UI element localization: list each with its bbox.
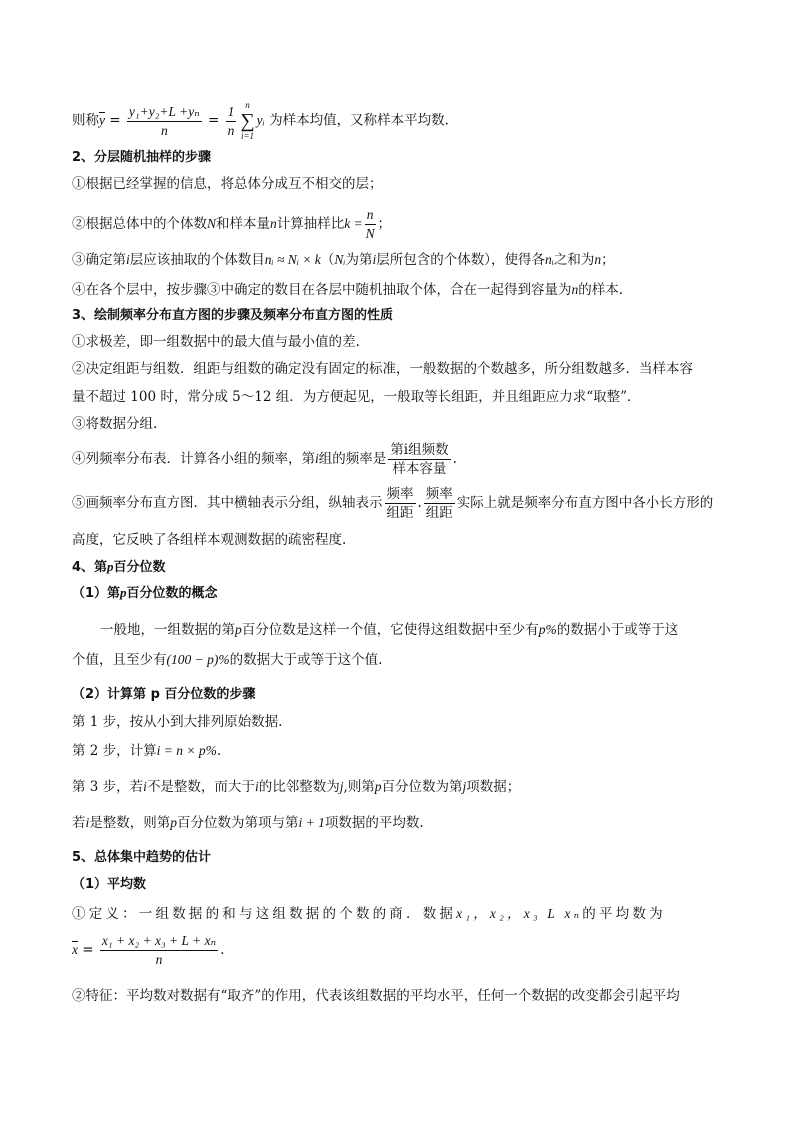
s4-step3-text-a: 第 3 步，若 (72, 779, 144, 795)
ratio-denominator: N (365, 226, 375, 241)
s2-step2-text-b: 和样本量 (216, 216, 271, 232)
s5-mean-formula (72, 930, 224, 970)
s3-line2: ②决定组距与组数．组距与组数的确定没有固定的标准，一般数据的个数越多，所分组数越多．当样本容 (72, 361, 693, 377)
s4-sub1-text-a: （1）第 (72, 586, 121, 601)
var-j: j (339, 779, 344, 794)
var-i-5: i (254, 779, 259, 794)
var-p-percent: p% (538, 622, 557, 637)
s3-line6-text-a: ⑤画频率分布直方图．其中横轴表示分组，纵轴表示 (72, 495, 383, 511)
s4-step4-text-b: 是整数，则第 (89, 815, 171, 831)
var-x3-to-xn: x₃ L xₙ (523, 906, 583, 921)
s4-def2-text-b: 的数据大于或等于这个值. (229, 652, 383, 668)
fraction-1-denominator: 组距 (386, 505, 414, 521)
s4-step3-text-e: 百分位数为第 (381, 779, 463, 795)
s2-step2-text-a: ②根据总体中的个体数 (72, 216, 207, 232)
var-i-4: i (143, 779, 147, 794)
s3-line3: 量不超过 100 时，常分成 5～12 组．为方便起见，一般取等长组距，并且组距应力求“取整”． (72, 389, 641, 405)
freq-per-width-fraction-1 (385, 485, 416, 522)
s3-line6 (72, 484, 713, 522)
s4-step2 (72, 741, 221, 761)
var-i-3: i (315, 451, 319, 466)
s4-definition-line1 (100, 620, 678, 640)
var-p-3: p (235, 622, 242, 637)
sample-mean-suffix: 为样本均值，又称样本平均数. (269, 112, 449, 129)
sampling-ratio-fraction (365, 206, 376, 243)
s4-step3-text-b: 不是整数，而大于 (146, 779, 255, 795)
sum-bottom: i=1 (240, 131, 255, 141)
s4-step3-text-d: ,则第 (343, 779, 375, 795)
mean-numerator: y₁+y₂+L +yₙ (127, 103, 202, 122)
var-x1: x₁， (456, 906, 490, 921)
s3-line5-text-c: . (452, 451, 457, 467)
section-2-heading: 2、分层随机抽样的步骤 (72, 150, 212, 165)
var-p-2: p (120, 585, 127, 600)
s4-step4-text-d: 项数据的平均数. (324, 815, 424, 831)
s2-step4-text-b: 的样本. (578, 282, 624, 298)
s5-def-text: ①定义：一组数据的和与这组数据的个数的商．数据 (72, 906, 457, 922)
one-over-n (226, 103, 237, 140)
s2-step4 (72, 280, 623, 300)
s2-step3-text-a: ③确定第 (72, 252, 126, 268)
stratum-formula: nᵢ ≈ Nᵢ × k (264, 252, 321, 267)
pop-mean-numerator: x₁ + x₂ + x₃ + L + xₙ (100, 932, 218, 951)
sum-top: n (245, 100, 250, 110)
section-3-heading: 3、绘制频率分布直方图的步骤及频率分布直方图的性质 (72, 308, 394, 323)
s4-step1: 第 1 步，按从小到大排列原始数据. (72, 714, 283, 730)
s3-line7: 高度，它反映了各组样本观测数据的疏密程度. (72, 532, 347, 548)
var-n-3: n (571, 282, 579, 297)
s2-step3-text-e: 层所包含的个体数），使得各 (376, 252, 545, 268)
s3-line5-text-a: ④列频率分布表．计算各小组的频率，第 (72, 451, 315, 467)
s4-step4 (72, 813, 424, 833)
s2-step3-text-h: ； (601, 252, 615, 268)
s2-step2-text-d: ； (377, 216, 391, 232)
mean-end: . (220, 942, 225, 958)
s3-line6-text-b: 实际上就是频率分布直方图中各小长方形的 (456, 495, 714, 511)
s3-line4: ③将数据分组. (72, 416, 158, 432)
var-k: k = (344, 216, 363, 231)
s2-step2 (72, 206, 391, 243)
mean-eq-sign: = (82, 942, 94, 958)
s4-step3-text-f: 项数据； (466, 779, 521, 795)
s5-def-end: 的平均数为 (582, 906, 666, 922)
summation (240, 100, 254, 142)
s2-step1: ①根据已经掌握的信息，将总体分成互不相交的层； (72, 176, 383, 192)
s4-def2-text-a: 个值，且至少有 (72, 652, 167, 668)
frequency-fraction (388, 441, 450, 478)
var-i: i (126, 252, 130, 267)
eq-sign-2: = (208, 112, 220, 129)
var-Ni: Nᵢ (334, 252, 346, 267)
s4-step2-text-a: 第 2 步，计算 (72, 743, 157, 759)
index-formula: i = n × p% (156, 743, 217, 758)
mean-denominator: n (160, 122, 168, 138)
section-5-heading: 5、总体集中趋势的估计 (72, 850, 212, 865)
s4-heading-text-a: 4、第 (72, 560, 108, 575)
fraction-2-numerator: 频率 (425, 486, 453, 502)
s4-step4-text-a: 若 (72, 815, 86, 831)
s2-step4-text-a: ④在各个层中，按步骤③中确定的数目在各层中随机抽取个体，合在一起得到容量为 (72, 282, 572, 298)
s4-def-text-b: 百分位数是这样一个值，它使得这组数据中至少有 (241, 622, 539, 638)
var-n: n (270, 216, 277, 231)
s4-subheading-2: （2）计算第 p 百分位数的步骤 (72, 687, 256, 702)
var-n-2: n (594, 252, 602, 267)
eq-sign: = (109, 112, 121, 129)
s2-step3-text-c: （ (320, 252, 335, 268)
s4-definition-line2 (72, 650, 382, 670)
s4-step3-text-c: 的比邻整数为 (258, 779, 340, 795)
s2-step3-text-d: 为第 (345, 252, 373, 268)
one: 1 (226, 103, 237, 122)
var-p-4: p (374, 779, 382, 794)
var-p-5: p (170, 815, 178, 830)
ratio-numerator: n (365, 206, 376, 225)
i-plus-one: i + 1 (298, 815, 325, 830)
pop-mean-denominator: n (155, 952, 163, 967)
freq-denominator: 样本容量 (392, 461, 447, 477)
var-i-6: i (85, 815, 90, 830)
s5-definition (72, 904, 666, 924)
sample-mean-line (72, 100, 449, 142)
s4-heading-text-b: 百分位数 (113, 560, 166, 575)
section-4-heading (72, 557, 166, 578)
s4-def-text-a: 一般地，一组数据的第 (100, 622, 235, 638)
s4-subheading-1 (72, 583, 218, 604)
var-N: N (207, 216, 217, 231)
s4-sub1-text-b: 百分位数的概念 (126, 586, 218, 601)
mean-fraction (127, 103, 202, 140)
freq-per-width-fraction-2 (424, 485, 455, 522)
s5-feature: ②特征：平均数对数据有“取齐”的作用，代表该组数据的平均水平，任何一个数据的改变都会引起平均 (72, 988, 680, 1004)
s2-step3-text-b: 层应该抽取的个体数目 (129, 252, 265, 268)
var-i-2: i (372, 252, 377, 267)
s5-subheading-1: （1）平均数 (72, 877, 147, 892)
freq-numerator: 第i组频数 (390, 442, 449, 458)
sigma-icon: ∑ (240, 110, 255, 132)
fraction-separator: . (417, 495, 422, 511)
population-mean-fraction (100, 932, 218, 969)
var-p: p (107, 559, 114, 574)
s2-step3 (72, 250, 615, 270)
s3-line5-text-b: 组的频率是 (318, 451, 387, 467)
n-denominator: n (227, 122, 235, 138)
x-bar: $\overline{x}$ (72, 942, 78, 957)
s4-step4-text-c: 百分位数为第项与第 (177, 815, 299, 831)
fraction-1-numerator: 频率 (386, 486, 414, 502)
s3-line1: ①求极差，即一组数据中的最大值与最小值的差. (72, 334, 360, 350)
var-x2: x₂， (489, 906, 524, 921)
s4-def-text-c: 的数据小于或等于这 (556, 622, 679, 638)
s4-step2-text-b: . (216, 743, 222, 759)
var-j-2: j (462, 779, 467, 794)
s2-step3-text-g: 之和为 (553, 252, 595, 268)
sample-mean-prefix: 则称 (72, 112, 99, 129)
sum-term: yᵢ (256, 112, 265, 128)
s2-step2-text-c: 计算抽样比 (276, 216, 345, 232)
fraction-2-denominator: 组距 (425, 505, 453, 521)
y-bar: $\overline{y}$ (99, 112, 105, 128)
s4-step3 (72, 777, 520, 797)
s3-line5 (72, 440, 457, 478)
complement-percent: (100 − p)% (166, 652, 230, 667)
var-ni: nᵢ (544, 252, 554, 267)
